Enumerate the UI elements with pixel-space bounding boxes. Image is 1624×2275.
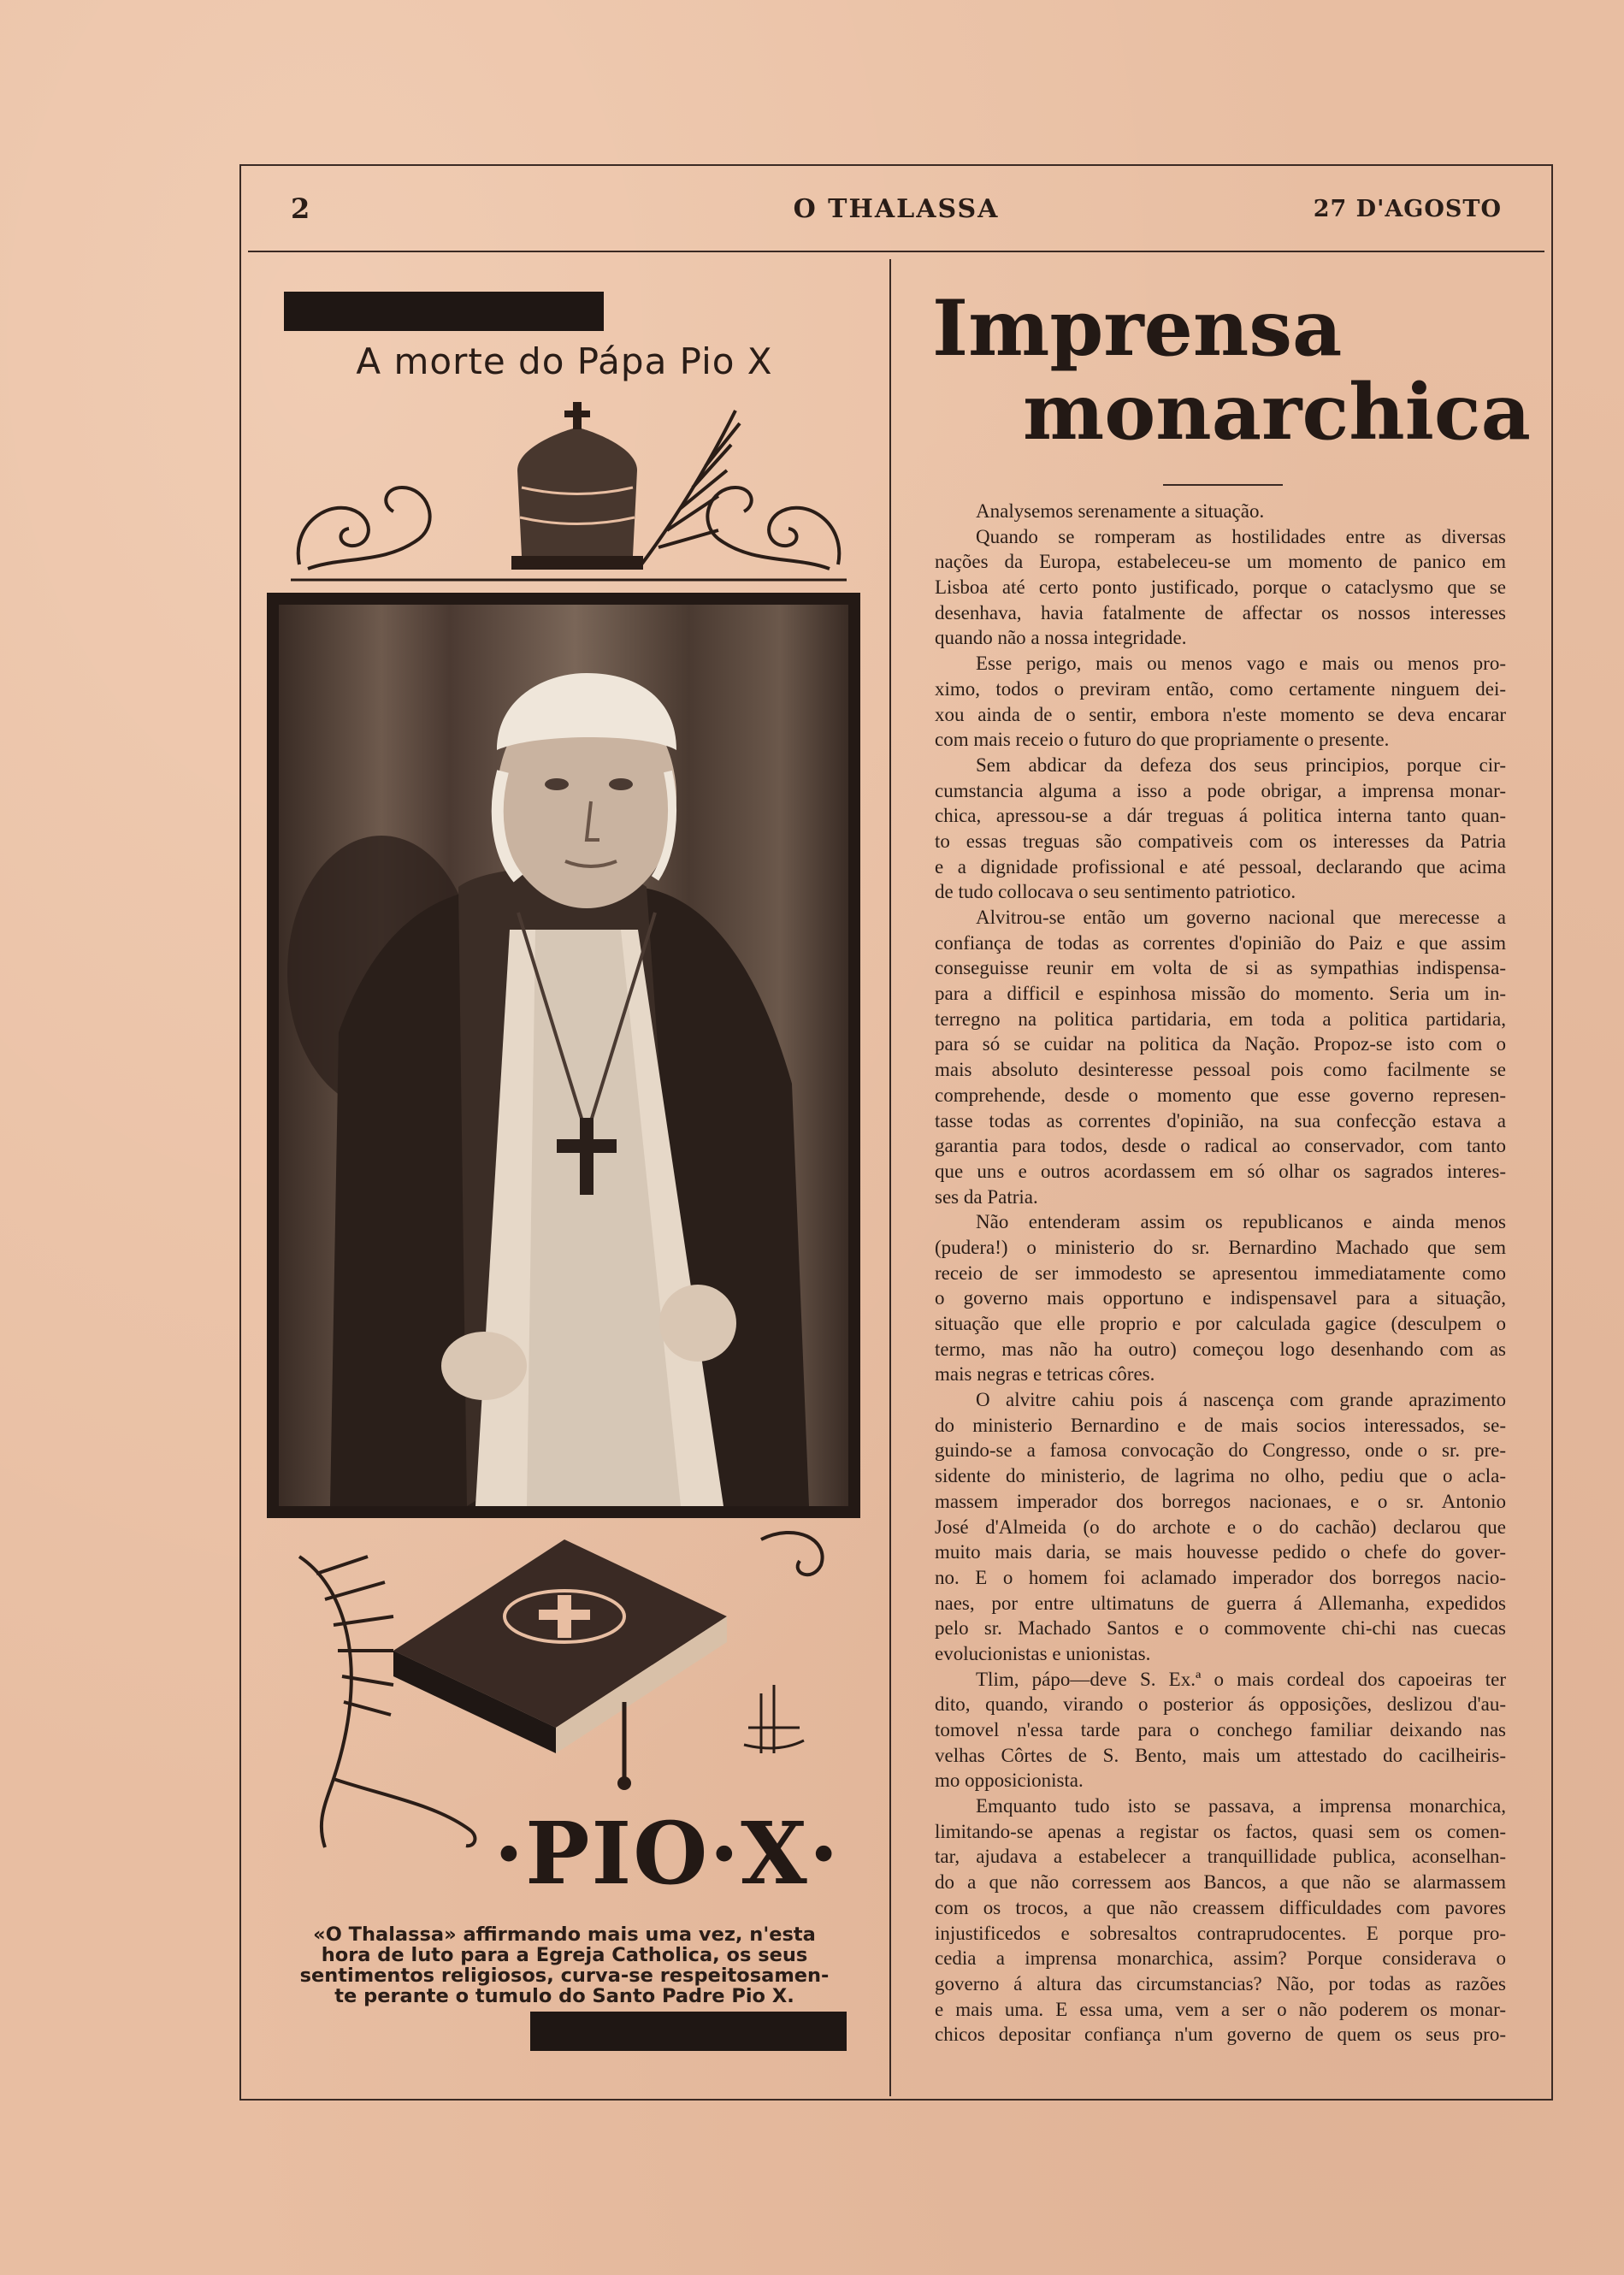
- page-number: 2: [291, 192, 310, 225]
- article-line: injustificedos e sobresaltos contraprudocentes. E porque pro-: [935, 1922, 1506, 1944]
- title-rule: [1163, 484, 1283, 486]
- article-line: conseguisse reunir em volta de si as sympathias indispensa-: [935, 957, 1506, 979]
- article-title-line2: monarchica: [1023, 367, 1531, 458]
- obituary-heading: A morte do Pápa Pio X: [356, 340, 773, 382]
- article-line: que uns e outros acordassem em só olhar os sagrados interes-: [935, 1160, 1506, 1182]
- article-line: Lisboa até certo ponto justificado, porque o cataclysmo que se: [935, 576, 1506, 599]
- article-line: situação que elle proprio e por calculada gagice (desculpem o: [935, 1313, 1506, 1334]
- issue-date: 27 D'AGOSTO: [1313, 196, 1502, 222]
- article-line: José d'Almeida (o do archote e o do cachão) declarou que: [935, 1516, 1506, 1538]
- column-divider: [889, 259, 891, 2096]
- article-line: com mais receio o futuro do que propriamente o presente.: [935, 729, 1390, 751]
- article-line: Sem abdicar da defeza dos seus principios, porque cir-: [976, 753, 1506, 776]
- article-line: tasse todas as correntes d'opinião, na sua confecção estava a: [935, 1109, 1506, 1132]
- mourning-bar-top: [284, 292, 604, 331]
- article-line: terregno na politica partidaria, em toda a politica partidaria,: [935, 1008, 1506, 1030]
- article-title-line1: Imprensa: [932, 283, 1343, 374]
- article-line: ximo, todos o previram então, como certamente ninguem dei-: [935, 677, 1506, 700]
- article-line: no. E o homem foi aclamado imperador dos borregos nacio-: [935, 1566, 1506, 1588]
- caption-line: hora de luto para a Egreja Catholica, os seus: [321, 1944, 808, 1966]
- article-line: confiança de todas as correntes d'opinião do Paiz e que assim: [935, 931, 1506, 954]
- article-line: dito, quando, virando o posterior ás opposições, deslizou d'au-: [935, 1693, 1506, 1716]
- article-line: Tlim, pápo—deve S. Ex.ª o mais cordeal dos capoeiras ter: [976, 1668, 1506, 1690]
- article-line: naes, por entre ultimatuns de guerra á Allemanha, expedidos: [935, 1592, 1506, 1614]
- article-line: Analysemos serenamente a situação.: [976, 500, 1265, 522]
- pope-portrait: [267, 593, 860, 1518]
- caption-line: te perante o tumulo do Santo Padre Pio X.: [334, 1985, 794, 2007]
- article-line: Emquanto tudo isto se passava, a imprensa monarchica,: [976, 1795, 1506, 1817]
- article-line: Não entenderam assim os republicanos e ainda menos: [976, 1211, 1506, 1233]
- article-line: mo opposicionista.: [935, 1770, 1084, 1792]
- article-line: Alvitrou-se então um governo nacional que merecesse a: [976, 907, 1506, 928]
- article-line: mais negras e tetricas côres.: [935, 1363, 1155, 1386]
- article-line: com os trocos, a que não creassem difficuldades com pavores: [935, 1896, 1506, 1918]
- article-line: (pudera!) o ministerio do sr. Bernardino Machado que sem: [935, 1236, 1506, 1258]
- article-line: xou ainda de o sentir, embora n'este momento se deva encarar: [935, 703, 1506, 725]
- article-line: quando não a nossa integridade.: [935, 627, 1187, 649]
- article-line: evolucionistas e unionistas.: [935, 1642, 1151, 1664]
- article-line: cedia a imprensa monarchica, assim? Porque considerava o: [935, 1947, 1506, 1970]
- article-line: de tudo collocava o seu sentimento patriotico.: [935, 881, 1296, 903]
- caption-line: «O Thalassa» affirmando mais uma vez, n'esta: [313, 1923, 816, 1946]
- article-line: ses da Patria.: [935, 1185, 1038, 1208]
- article-title: [932, 283, 1531, 458]
- article-line: guindo-se a famosa convocação do Congresso, onde o sr. pre-: [935, 1439, 1506, 1462]
- article-line: nações da Europa, estabeleceu-se um momento de panico em: [935, 551, 1506, 573]
- article-line: chicos depositar confiança n'um governo de quem os seus pro-: [935, 2024, 1506, 2046]
- page-header: [239, 175, 1553, 248]
- article-line: comprehende, desde o momento que esse governo represen-: [935, 1084, 1506, 1106]
- article-line: garantia para todos, desde o radical ao conservador, com tanto: [935, 1135, 1506, 1157]
- article-line: tar, ajudava a estabelecer a tranquillidade publica, aconselhan-: [935, 1846, 1506, 1868]
- article-line: termo, mas não ha outro) começou logo desenhando com as: [935, 1338, 1506, 1360]
- article-line: cumstancia alguma a isso a pode obrigar, a imprensa monar-: [935, 779, 1506, 801]
- article-body: [935, 499, 1506, 2048]
- article-line: velhas Côrtes de S. Bento, mais um attestado do cacilheiris-: [935, 1744, 1506, 1766]
- article-line: receio de ser immodesto se apresentou immediatamente como: [935, 1262, 1506, 1284]
- article-line: pelo sr. Machado Santos e o commovente chi-chi nas cuecas: [935, 1617, 1506, 1640]
- pope-name-plate: ·PIO·X·: [493, 1803, 841, 1904]
- caption-line: sentimentos religiosos, curva-se respeitosamen-: [299, 1965, 830, 1987]
- article-line: Quando se romperam as hostilidades entre as diversas: [976, 525, 1506, 547]
- header-rule: [248, 251, 1544, 252]
- article-line: desenhava, havia fatalmente de affectar os nossos interesses: [935, 601, 1506, 623]
- article-line: e a dignidade profissional e até pessoal, declarando que acima: [935, 855, 1506, 878]
- article-line: governo á altura das circumstancias? Não, por todas as razões: [935, 1972, 1506, 1994]
- article-line: tomovel n'essa tarde para o conchego familiar deixando nas: [935, 1719, 1506, 1740]
- article-line: do ministerio Bernardino e de mais socios interessados, se-: [935, 1414, 1506, 1436]
- article-line: O alvitre cahiu pois á nascença com grande aprazimento: [976, 1389, 1506, 1411]
- article-line: massem imperador dos borregos nacionaes, e o sr. Antonio: [935, 1490, 1506, 1512]
- pope-portrait-illustration: [279, 605, 848, 1506]
- article-line: para só se cuidar na politica da Nação. Propoz-se isto com o: [935, 1033, 1506, 1055]
- article-line: muito mais daria, se mais houvesse pedido o chefe do gover-: [935, 1541, 1506, 1563]
- article-line: mais absoluto desinteresse pessoal pois como facilmente se: [935, 1059, 1506, 1081]
- newspaper-title: O THALASSA: [793, 194, 1000, 224]
- article-line: do a que não corressem aos Bancos, a que não se alarmassem: [935, 1871, 1506, 1894]
- article-line: o governo mais opportuno e indispensavel para a situação,: [935, 1287, 1506, 1309]
- article-line: para a difficil e espinhosa missão do momento. Seria um in-: [935, 983, 1506, 1005]
- article-line: chica, apressou-se a dár treguas á politica interna tanto quan-: [935, 805, 1506, 827]
- obituary-caption: [275, 1924, 853, 2006]
- article-line: e mais uma. E essa uma, vem a ser o não poderem os monar-: [935, 1998, 1506, 2020]
- article-line: to essas treguas são compativeis com os interesses da Patria: [935, 830, 1506, 852]
- article-line: Esse perigo, mais ou menos vago e mais ou menos pro-: [976, 653, 1506, 675]
- papal-tiara-icon: [291, 393, 847, 590]
- mourning-bar-bottom: [530, 2012, 847, 2051]
- article-line: sidente do ministerio, de lagrima no olho, pediu que o acla-: [935, 1465, 1506, 1487]
- article-line: limitando-se apenas a registar os factos, quasi sem os comen-: [935, 1820, 1506, 1842]
